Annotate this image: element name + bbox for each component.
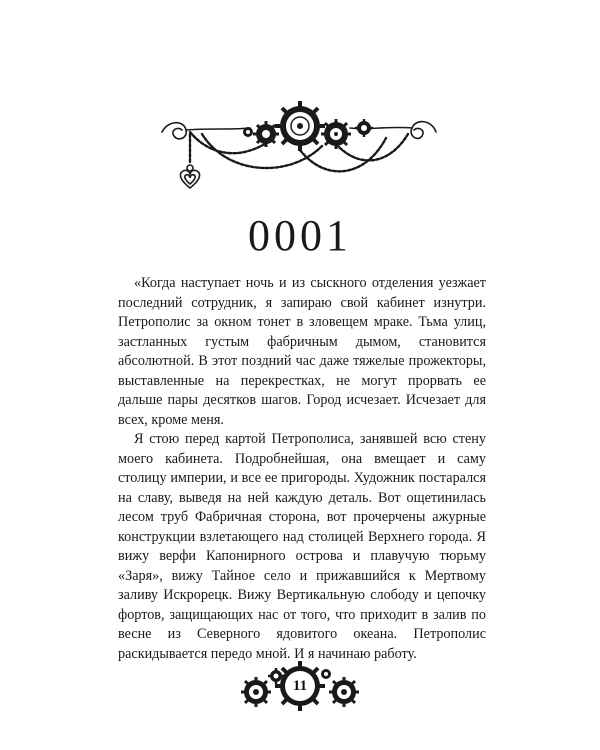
paragraph-2: Я стою перед картой Петрополиса, занявшей всю стену моего кабинета. Подробнейшая, она вмещает и саму столицу империи, и все ее пригороды. Художник постарался на славу, выведя на ней каждую деталь. Вот ощетинилась лесом труб Фабричная сторона, вот прочерчены ажурные конструкции взлетающего над столицей Верхнего города. Я вижу верфи Капонирного острова и плавучую тюрьму «Заря», вижу Тайное село и прижавшийся к Мертвому заливу Искрорецк. Вижу Вертикальную слободу и цепочку фортов, защищающих нас от того, что приходит в залив по весне из Северного ядовитого океана. Петрополис раскидывается передо мной. И я начинаю работу. (118, 431, 486, 662)
page-number: 11 (292, 678, 308, 694)
body-text (118, 274, 486, 664)
paragraph-1: «Когда наступает ночь и из сыскного отделения уезжает последний сотрудник, я запираю свой кабинет изнутри. Петрополис за окном тонет в зловещем мраке. Тьма улиц, застланных густым фабричным дымом, становится абсолютной. В этот поздний час даже тяжелые прожекторы, выставленные на перекрестках, не могут прорвать ее дальше пары десятков шагов. Город исчезает. Исчезает для всех, кроме меня. (118, 275, 486, 428)
gear-chain-ornament-icon (150, 98, 450, 198)
chapter-title: 0001 (248, 211, 352, 260)
